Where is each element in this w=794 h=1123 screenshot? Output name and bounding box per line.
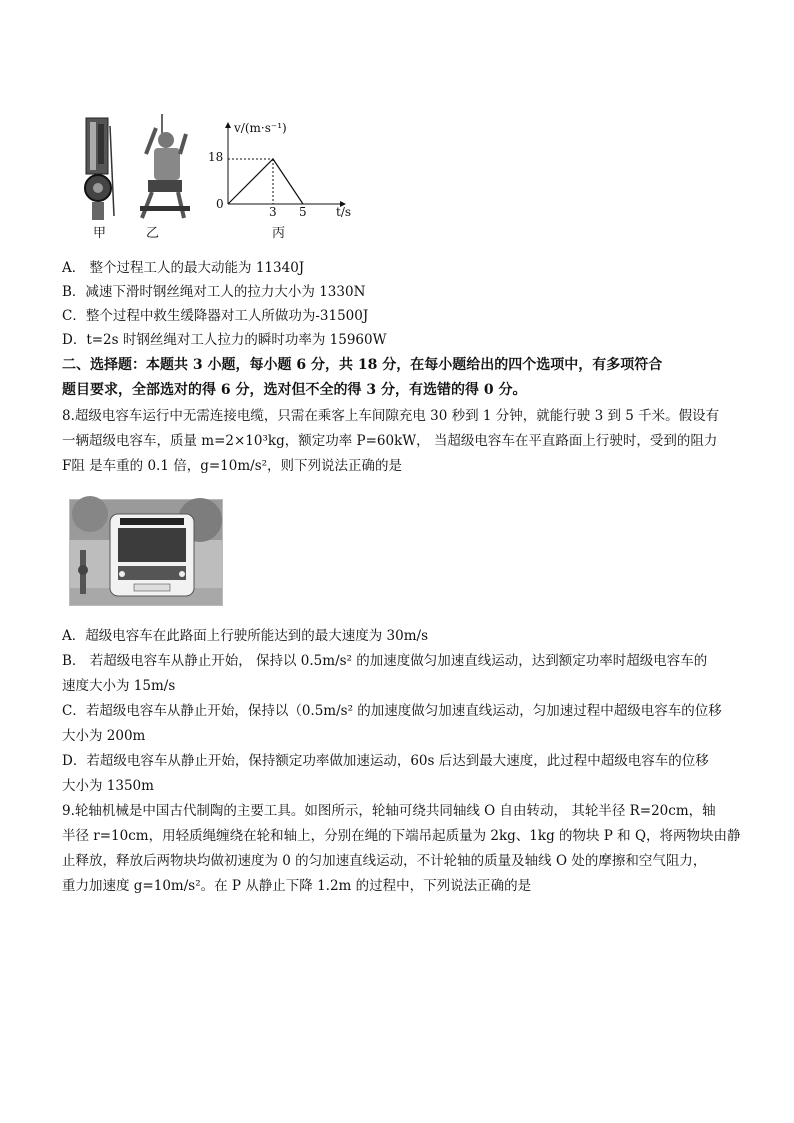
figure-label-bing: 丙 bbox=[272, 226, 286, 241]
worker-harness-image bbox=[136, 114, 192, 222]
q9-stem-line1: 9.轮轴机械是中国古代制陶的主要工具。如图所示，轮轴可绕共同轴线 O 自由转动， 其轮半径 R=20cm，轴 bbox=[62, 803, 716, 819]
figure-bing-chart bbox=[210, 118, 360, 222]
q7-option-c: C．整个过程中救生缓降器对工人所做功为-31500J bbox=[62, 308, 369, 324]
q8-option-d-line2: 大小为 1350m bbox=[62, 778, 154, 794]
q7-option-d: D．t=2s 时钢丝绳对工人拉力的瞬时功率为 15960W bbox=[62, 332, 387, 348]
q8-stem-line2: 一辆超级电容车，质量 m=2×10³kg，额定功率 P=60kW， 当超级电容车在平直路面上行驶时，受到的阻力 bbox=[62, 433, 718, 449]
y-axis-label: v/(m·s⁻¹) bbox=[234, 121, 287, 135]
bus-photo bbox=[69, 499, 223, 606]
q9-stem-line2: 半径 r=10cm，用轻质绳缠绕在轮和轴上，分别在绳的下端吊起质量为 2kg、1kg 的物块 P 和 Q，将两物块由静 bbox=[62, 828, 741, 844]
y-tick-18: 18 bbox=[208, 150, 224, 164]
figure-label-jia: 甲 bbox=[93, 226, 107, 241]
q8-option-b-line2: 速度大小为 15m/s bbox=[62, 678, 176, 694]
figure-jia bbox=[80, 116, 118, 222]
series-line bbox=[228, 159, 303, 204]
figure-yi bbox=[136, 114, 192, 222]
q9-stem-line4: 重力加速度 g=10m/s²。在 P 从静止下降 1.2m 的过程中，下列说法正确的是 bbox=[62, 878, 532, 894]
origin-label: 0 bbox=[216, 197, 224, 211]
q9-stem-line3: 止释放，释放后两物块均做初速度为 0 的匀加速直线运动，不计轮轴的质量及轴线 O 处的摩擦和空气阻力， bbox=[62, 853, 707, 869]
y-axis-arrow bbox=[225, 122, 231, 128]
q8-option-b-line1: B． 若超级电容车从静止开始， 保持以 0.5m/s² 的加速度做匀加速直线运动，达到额定功率时超级电容车的 bbox=[62, 653, 708, 669]
q8-option-d-line1: D．若超级电容车从静止开始，保持额定功率做加速运动，60s 后达到最大速度，此过程中超级电容车的位移 bbox=[62, 753, 709, 769]
q8-stem-line3: F阻 是车重的 0.1 倍，g=10m/s²，则下列说法正确的是 bbox=[62, 458, 403, 474]
vt-chart-svg bbox=[210, 118, 360, 222]
x-tick-3: 3 bbox=[269, 205, 277, 219]
x-axis-label: t/s bbox=[336, 205, 352, 219]
q7-option-b: B．减速下滑时钢丝绳对工人的拉力大小为 1330N bbox=[62, 284, 366, 300]
section2-heading-line2: 题目要求，全部选对的得 6 分，选对但不全的得 3 分，有选错的得 0 分。 bbox=[62, 382, 527, 398]
section2-heading-line1: 二、选择题：本题共 3 小题，每小题 6 分，共 18 分，在每小题给出的四个选项中，有多项符合 bbox=[62, 357, 663, 373]
q8-option-c-line1: C．若超级电容车从静止开始，保持以（0.5m/s² 的加速度做匀加速直线运动，匀加速过程中超级电容车的位移 bbox=[62, 703, 722, 719]
x-tick-5: 5 bbox=[299, 205, 307, 219]
descender-device-image bbox=[80, 116, 118, 222]
q8-stem-line1: 8.超级电容车运行中无需连接电缆，只需在乘客上车间隙充电 30 秒到 1 分钟，就能行驶 3 到 5 千米。假设有 bbox=[62, 408, 720, 424]
q8-option-a: A．超级电容车在此路面上行驶所能达到的最大速度为 30m/s bbox=[62, 628, 428, 644]
supercapacitor-bus-image bbox=[70, 500, 222, 605]
q8-option-c-line2: 大小为 200m bbox=[62, 728, 146, 744]
q7-option-a: A． 整个过程工人的最大动能为 11340J bbox=[62, 260, 305, 276]
figure-label-yi: 乙 bbox=[146, 226, 160, 241]
